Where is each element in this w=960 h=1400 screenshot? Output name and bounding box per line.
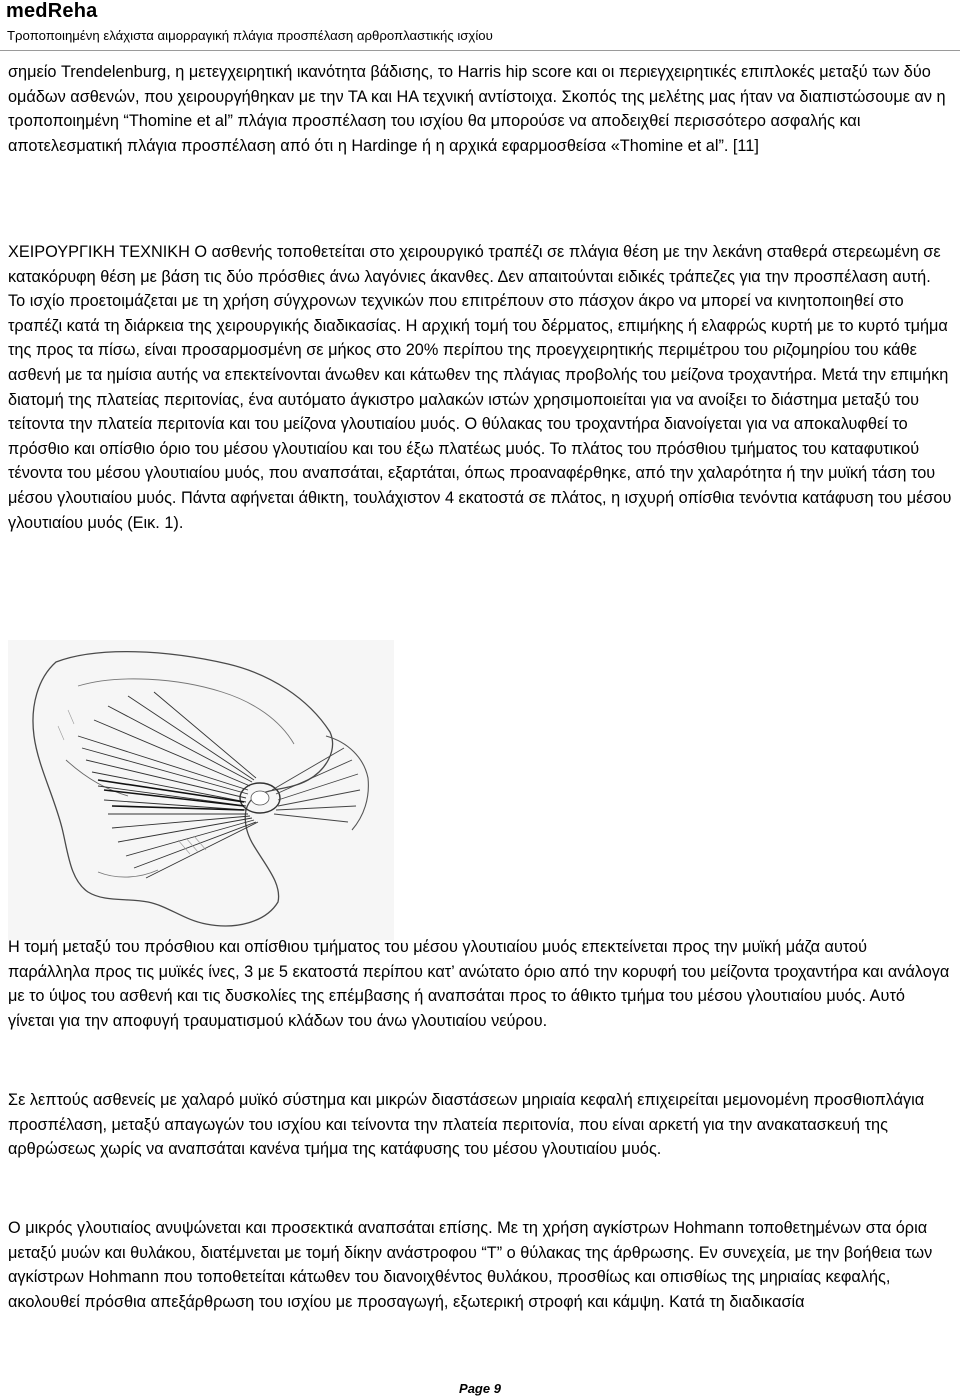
header-divider [0, 50, 960, 51]
hip-anatomy-sketch [8, 640, 394, 940]
brand-title: medReha [6, 0, 98, 22]
paragraph-incision: Η τομή μεταξύ του πρόσθιου και οπίσθιου τμήματος του μέσου γλουτιαίου μυός επεκτείνεται προς την μυϊκή μάζα αυτού παράλληλα προς τις μυϊκές ίνες, 3 με 5 εκατοστά περίπου κατ’ ανώτατο όριο από την κορυφή του μείζοντα τροχαντήρα και ανάλογα με το ύψος του ασθενή και τις δυσκολίες της επέμβασης ή αναπσάται προς το άθικτο τμήμα του μέσου γλουτιαίου μυός. Αυτό γίνεται για την αποφυγή τραυματισμού κλάδων του άνω γλουτιαίου νεύρου. [8, 938, 950, 1030]
paragraph-surgical-technique: ΧΕΙΡΟΥΡΓΙΚΗ ΤΕΧΝΙΚΗ Ο ασθενής τοποθετείται στο χειρουργικό τραπέζι σε πλάγια θέση με την λεκάνη σταθερά στερεωμένη σε κατακόρυφη θέση με βάση τις δύο πρόσθιες άνω λαγόνιες άκανθες. Δεν απαιτούνται ειδικές τράπεζες για την προσπέλαση αυτή. Το ισχίο προετοιμάζεται με τη χρήση σύγχρονων τεχνικών που επιτρέπουν στο πάσχον άκρο να μπορεί να κινητοποιηθεί στο τραπέζι κατά τη διάρκεια της χειρουργικής διαδικασίας. Η αρχική τομή του δέρματος, επιμήκης ή ελαφρώς κυρτή με το κυρτό τμήμα της προς τα πίσω, είναι προσαρμοσμένη σε μήκος στο 20% περίπου της προεγχειρητικής περιμέτρου του ριζομηρίου του κάθε ασθενή με τα ημίσια αυτής να επεκτείνονται άνωθεν και κάτωθεν της πλάγιας προβολής του μείζονα τροχαντήρα. Μετά την επιμήκη διατομή της πλατείας περιτονίας, ένα αυτόματο άγκιστρο μαλακών ιστών χρησιμοποιείται για να ανοίξει το διάστημα μεταξύ του τείτοντα την πλατεία περιτονία και του μείζονα γλουτιαίου μυός. Ο θύλακας του τροχαντήρα διανοίγεται για να αποκαλυφθεί το πρόσθιο και οπίσθιο όριο του μέσου γλουτιαίου και του έξω πλατέως μυός. Το πλάτος του πρόσθιου τμήματος του καταφυτικού τένοντα του μέσου γλουτιαίου μυός, που αναπσάται, εξαρτάται, όπως προαναφέρθηκε, από την χαλαρότητα ή την μυϊκή τάση του μέσου γλουτιαίου μυός. Πάντα αφήνεται άθικτη, τουλάχιστον 4 εκατοστά σε πλάτος, η ισχυρή οπίσθια τενόντια κατάφυση του μέσου γλουτιαίου μυός (Εικ. 1). [8, 243, 952, 532]
document-subtitle: Τροποποιημένη ελάχιστα αιμορραγική πλάγια προσπέλαση αρθροπλαστικής ισχίου [7, 28, 493, 43]
page-number: Page 9 [459, 1381, 501, 1396]
paragraph-intro: σημείο Trendelenburg, η μετεγχειρητική ικανότητα βάδισης, το Harris hip score και οι περιεγχειρητικές επιπλοκές μεταξύ των δύο ομάδων ασθενών, που χειρουργήθηκαν με την ΤΑ και ΗΑ τεχνική αντίστοιχα. Σκοπός της μελέτης μας ήταν να διαπιστώσουμε αν η τροποποιημένη “Thomine et al” πλάγια προσπέλαση του ισχίου θα μπορούσε να αποδειχθεί περισσότερο ασφαλής και αποτελεσματική πλάγια προσπέλαση από ότι η Hardinge ή η αρχικά εφαρμοσθείσα «Thomine et al”. [11] [8, 63, 946, 155]
paragraph-thin-patients: Σε λεπτούς ασθενείς με χαλαρό μυϊκό σύστημα και μικρών διαστάσεων μηριαία κεφαλή επιχειρείται μεμονομένη προσθιοπλάγια προσπέλαση, μεταξύ απαγωγών του ισχίου και τείνοντα την πλατεία περιτονία, που είναι αρκετή για την ανακατασκευή της αρθρώσεως χωρίς να αναπσάται κανένα τμήμα της κατάφυσης του μέσου γλουτιαίου μυός. [8, 1091, 925, 1159]
paragraph-dislocation: Ο μικρός γλουτιαίος ανυψώνεται και προσεκτικά αναπσάται επίσης. Με τη χρήση αγκίστρων Hohmann τοποθετημένων στα όρια μεταξύ μυών και θυλάκου, διατέμνεται με τομή δίκην ανάστροφου “Τ” ο θύλακας της άρθρωσης. Εν συνεχεία, με την βοήθεια των αγκίστρων Hohmann που τοποθετείται κάτωθεν του διανοιχθέντος θυλάκου, προσθίως και οπισθίως της μηριαίας κεφαλής, ακολουθεί πρόσθια απεξάρθρωση του ισχίου με προσαγωγή, εξωτερική στροφή και κάμψη. Κατά τη διαδικασία [8, 1219, 933, 1311]
hip-anatomy-sketch-figure [8, 640, 394, 940]
